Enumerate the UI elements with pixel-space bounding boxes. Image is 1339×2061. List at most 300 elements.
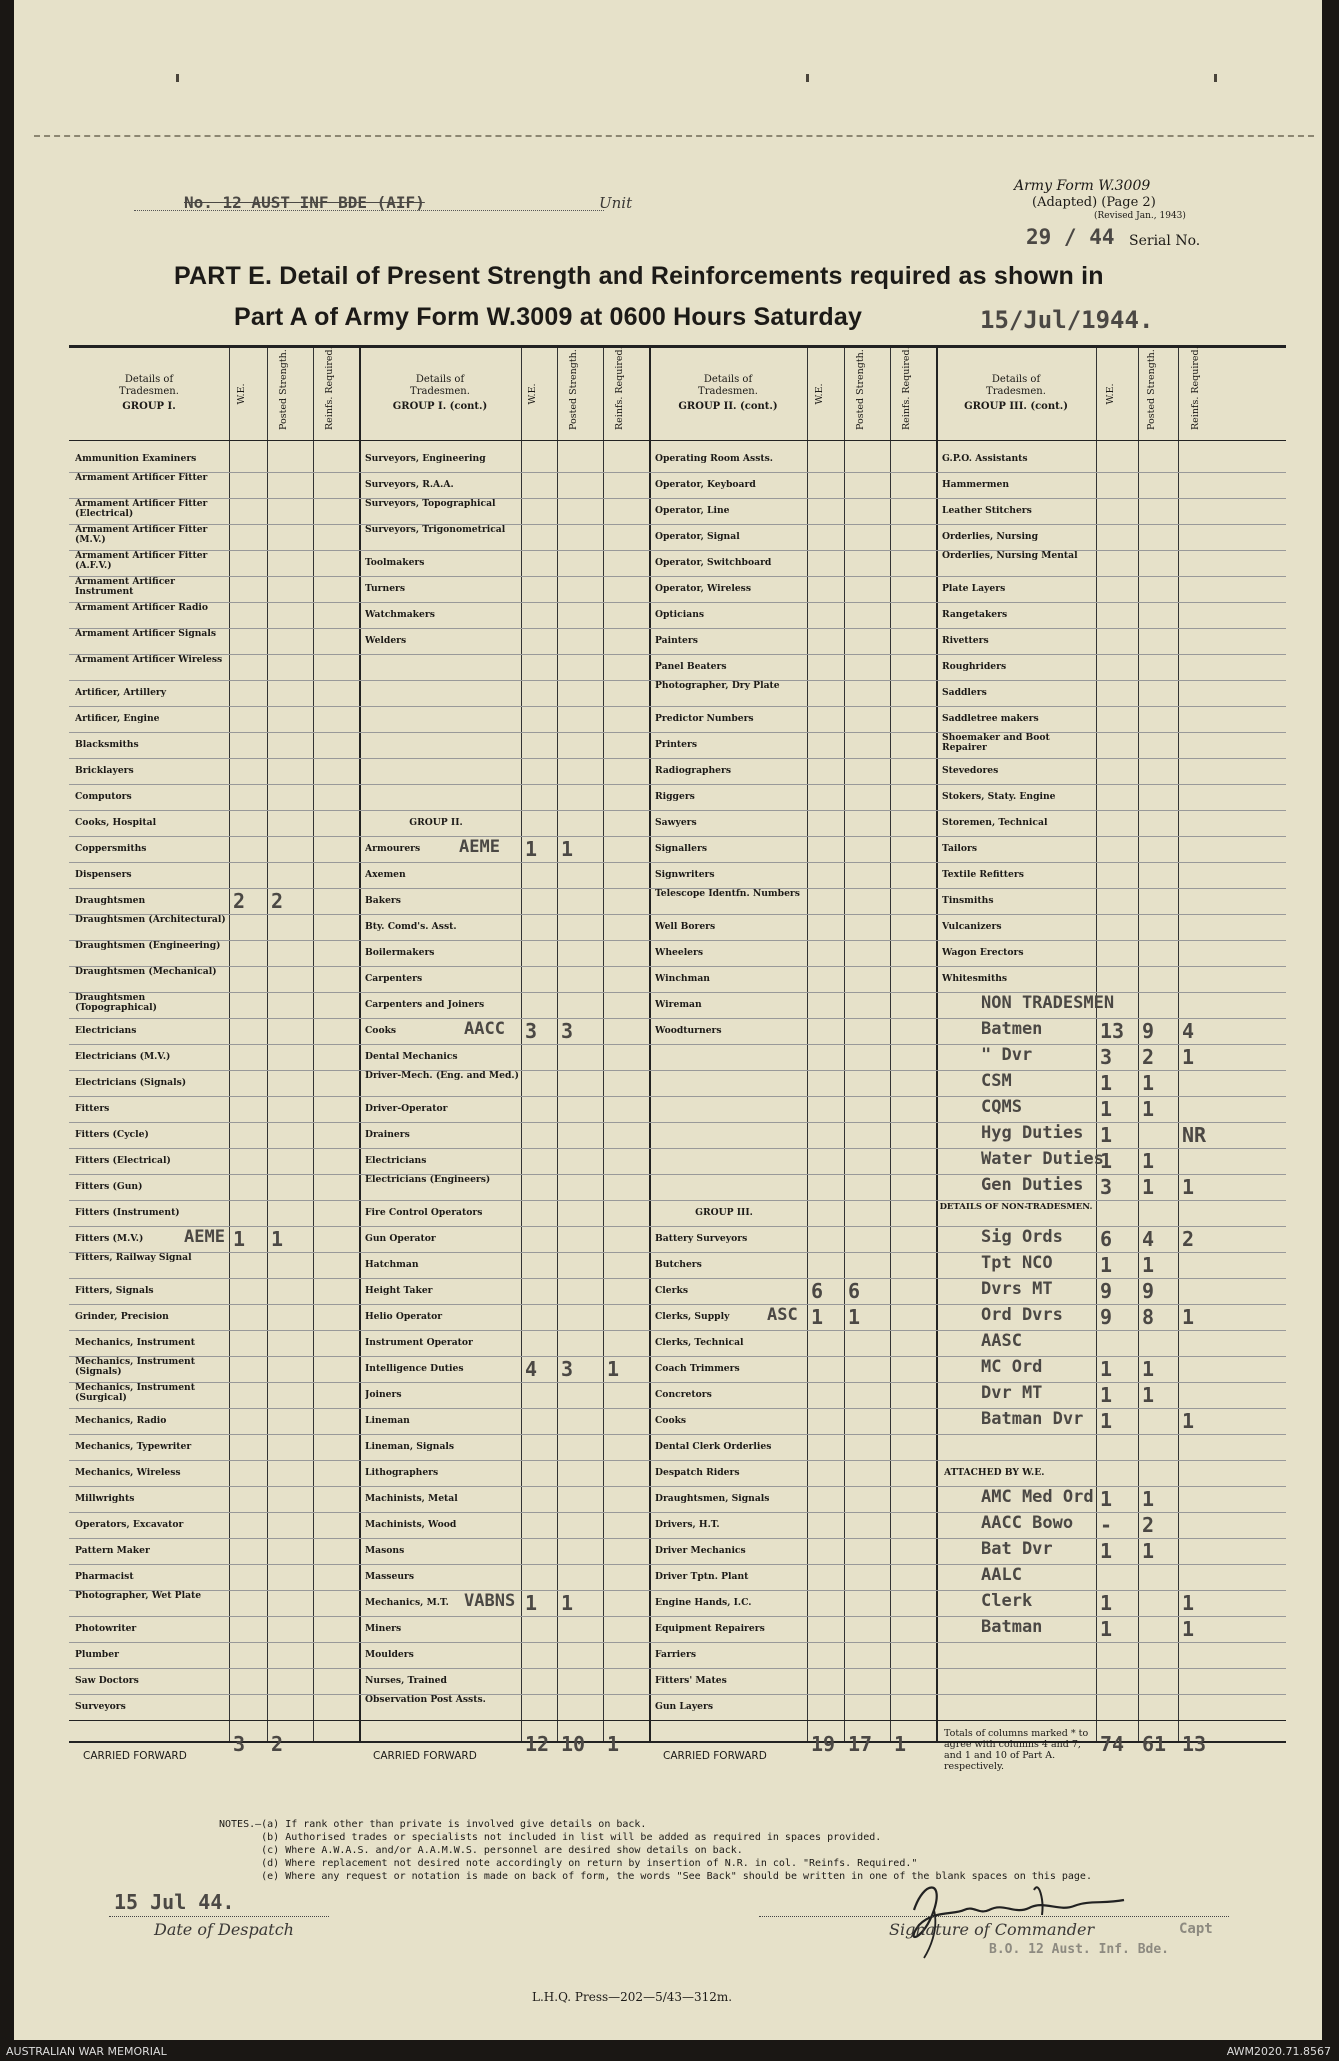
perforation-line	[34, 135, 1314, 137]
row-label: Fitters (Gun)	[75, 1182, 143, 1192]
non-trades-2-label: Dvrs MT	[981, 1279, 1053, 1299]
row-label: Stevedores	[942, 766, 999, 776]
row-label: Mechanics, Instrument	[75, 1338, 195, 1348]
row-rule	[69, 498, 1286, 499]
column-header-group-1	[69, 374, 229, 413]
row-label: GROUP II.	[409, 818, 463, 828]
row-label: Bakers	[365, 896, 401, 906]
row-label: Turners	[365, 584, 406, 594]
row-rule	[69, 940, 1286, 941]
row-label: Armourers	[365, 844, 421, 854]
row-label: Helio Operator	[365, 1312, 443, 1322]
row-label: Surveyors, R.A.A.	[365, 480, 454, 490]
column-header-vertical: Reinfs. Required.	[901, 346, 912, 430]
non-trades-reinfs: 1	[1182, 1175, 1195, 1199]
details-non-tradesmen: DETAILS OF NON-TRADESMEN.	[939, 1202, 1093, 1212]
non-trades-posted: 9	[1142, 1019, 1155, 1043]
row-label: Fitters	[75, 1104, 110, 1114]
row-label: Pharmacist	[75, 1572, 134, 1582]
row-label: Rangetakers	[942, 610, 1008, 620]
row-label: Mechanics, Typewriter	[75, 1442, 192, 1452]
row-label: Masons	[365, 1546, 405, 1556]
row-label: Draughtsmen (Architectural)	[75, 915, 226, 925]
non-trades-we: 1	[1100, 1149, 1113, 1173]
attached-posted: 1	[1142, 1539, 1155, 1563]
column-header-vertical: Posted Strength.	[278, 349, 289, 430]
carried-forward-value: 12	[525, 1732, 550, 1756]
row-label: Gun Operator	[365, 1234, 436, 1244]
carried-forward-rule	[69, 1720, 1286, 1721]
row-label: Hatchman	[365, 1260, 419, 1270]
row-label: Cooks	[365, 1026, 397, 1036]
header-line: Details of	[415, 374, 465, 385]
non-trades-2-we: 9	[1100, 1279, 1113, 1303]
non-trades-label: CQMS	[981, 1097, 1022, 1117]
header-line: GROUP I.	[122, 401, 176, 412]
form-revised: (Revised Jan., 1943)	[1094, 211, 1186, 221]
header-line: Tradesmen.	[986, 386, 1046, 397]
row-label: Electricians	[365, 1156, 427, 1166]
row-label: Wireman	[655, 1000, 702, 1010]
row-rule	[69, 1668, 1286, 1669]
non-trades-2-label: Batman Dvr	[981, 1409, 1084, 1429]
non-trades-2-we: 1	[1100, 1253, 1113, 1277]
column-header-vertical: W.E.	[236, 383, 247, 405]
carried-forward-value: 19	[811, 1732, 836, 1756]
non-trades-label: Water Duties	[981, 1149, 1104, 1169]
non-trades-2-posted: 1	[1142, 1383, 1155, 1407]
non-trades-2-reinfs: 1	[1182, 1305, 1195, 1329]
row-label: Textile Refitters	[942, 870, 1024, 880]
non-trades-2-posted: 1	[1142, 1357, 1155, 1381]
attached-we: 1	[1100, 1617, 1113, 1641]
row-label: Wheelers	[655, 948, 704, 958]
column-header-group-3	[649, 374, 807, 413]
attached-by-we: ATTACHED BY W.E.	[944, 1468, 1045, 1478]
row-label: Rivetters	[942, 636, 989, 646]
header-line: Tradesmen.	[119, 386, 179, 397]
header-rule	[69, 440, 1286, 441]
non-trades-posted: 1	[1142, 1071, 1155, 1095]
carried-forward-value: 2	[271, 1732, 284, 1756]
row-label: Armament Artificer Fitter (M.V.)	[75, 525, 208, 545]
row-label: Machinists, Metal	[365, 1494, 458, 1504]
watermark-bar	[0, 2042, 1339, 2061]
non-trades-2-posted: 1	[1142, 1253, 1155, 1277]
row-rule	[69, 914, 1286, 915]
column-header-vertical: Reinfs. Required.	[324, 346, 335, 430]
row-label: Predictor Numbers	[655, 714, 754, 724]
row-label: Fitters (Cycle)	[75, 1130, 149, 1140]
row-rule	[69, 1200, 1286, 1201]
row-label: Tailors	[942, 844, 978, 854]
non-trades-2-posted: 8	[1142, 1305, 1155, 1329]
row-label: Axemen	[365, 870, 406, 880]
row-label: Hammermen	[942, 480, 1010, 490]
non-trades-label: Hyg Duties	[981, 1123, 1084, 1143]
row-rule	[69, 732, 1286, 733]
row-label: Dispensers	[75, 870, 132, 880]
row-label: Clerks	[655, 1286, 689, 1296]
title-line2: Part A of Army Form W.3009 at 0600 Hours Saturday	[234, 303, 863, 331]
clerks-we: 6	[811, 1279, 824, 1303]
row-label: Driver-Mech. (Eng. and Med.)	[365, 1071, 519, 1081]
row-label: Photographer, Wet Plate	[75, 1591, 202, 1601]
draughtsmen-we: 2	[233, 889, 246, 913]
non-trades-2-posted: 4	[1142, 1227, 1155, 1251]
row-label: Draughtsmen (Topographical)	[75, 993, 158, 1013]
date-typed: 15/Jul/1944.	[980, 306, 1154, 334]
row-label: Surveyors	[75, 1702, 126, 1712]
row-rule	[69, 1434, 1286, 1435]
row-label: Fitters, Signals	[75, 1286, 154, 1296]
row-label: Leather Stitchers	[942, 506, 1032, 516]
column-header-vertical: W.E.	[527, 383, 538, 405]
clerks-supply-posted: 1	[848, 1305, 861, 1329]
armourers-unit: AEME	[459, 837, 500, 857]
despatch-date-typed: 15 Jul 44.	[114, 1890, 235, 1914]
row-label: Operator, Wireless	[655, 584, 752, 594]
non-trades-2-reinfs: 1	[1182, 1409, 1195, 1433]
watermark-right: AWM2020.71.8567	[1226, 2045, 1331, 2058]
mechanics-mt-posted: 1	[561, 1591, 574, 1615]
row-label: Opticians	[655, 610, 705, 620]
row-label: Armament Artificer Signals	[75, 629, 217, 639]
row-label: Lineman, Signals	[365, 1442, 455, 1452]
attached-reinfs: 1	[1182, 1617, 1195, 1641]
column-header-vertical: Posted Strength.	[855, 349, 866, 430]
column-header-vertical: Posted Strength.	[1146, 349, 1157, 430]
carried-forward-value: 17	[848, 1732, 873, 1756]
row-label: Armament Artificer Radio	[75, 603, 209, 613]
row-label: Tinsmiths	[942, 896, 994, 906]
row-label: Plate Layers	[942, 584, 1006, 594]
row-label: Sawyers	[655, 818, 697, 828]
row-label: Surveyors, Trigonometrical	[365, 525, 506, 535]
row-label: Operator, Line	[655, 506, 730, 516]
row-label: Artificer, Engine	[75, 714, 160, 724]
row-rule	[69, 602, 1286, 603]
row-label: Wagon Erectors	[942, 948, 1024, 958]
row-label: Ammunition Examiners	[75, 454, 197, 464]
non-trades-posted: 1	[1142, 1097, 1155, 1121]
row-label: G.P.O. Assistants	[942, 454, 1028, 464]
header-line: GROUP II. (cont.)	[678, 401, 778, 412]
row-label: Millwrights	[75, 1494, 135, 1504]
row-label: Fitters, Railway Signal	[75, 1253, 192, 1263]
row-label: Fitters (Instrument)	[75, 1208, 180, 1218]
punch-hole	[806, 74, 809, 82]
row-label: Driver Mechanics	[655, 1546, 746, 1556]
row-label: Miners	[365, 1624, 402, 1634]
intelligence-reinfs: 1	[607, 1357, 620, 1381]
strength-table	[69, 345, 1286, 1772]
row-label: Watchmakers	[365, 610, 435, 620]
carried-forward-value: 74	[1100, 1732, 1125, 1756]
row-label: Battery Surveyors	[655, 1234, 748, 1244]
non-trades-label: Batmen	[981, 1019, 1043, 1039]
attached-label: Batman	[981, 1617, 1043, 1637]
non-trades-2-we: 1	[1100, 1357, 1113, 1381]
punch-hole	[176, 74, 179, 82]
signature-rank: Capt	[1179, 1921, 1213, 1937]
row-label: Armament Artificer Wireless	[75, 655, 223, 665]
attached-posted: 1	[1142, 1487, 1155, 1511]
row-label: Engine Hands, I.C.	[655, 1598, 752, 1608]
form-adapted: (Adapted) (Page 2)	[1032, 195, 1156, 210]
unit-label: Unit	[599, 194, 633, 212]
non-trades-label: " Dvr	[981, 1045, 1033, 1065]
row-label: GROUP III.	[695, 1208, 753, 1218]
row-rule	[69, 524, 1286, 525]
carried-forward-value: 61	[1142, 1732, 1167, 1756]
cooks-we: 3	[525, 1019, 538, 1043]
signature-label: Signature of Commander	[889, 1920, 1095, 1939]
row-label: Bty. Comd's. Asst.	[365, 922, 457, 932]
non-trades-2-we: 1	[1100, 1409, 1113, 1433]
row-label: Photographer, Dry Plate	[655, 681, 780, 691]
attached-label: AALC	[981, 1565, 1022, 1585]
attached-we: 1	[1100, 1539, 1113, 1563]
row-label: Cooks, Hospital	[75, 818, 157, 828]
row-label: Pattern Maker	[75, 1546, 150, 1556]
row-label: Fire Control Operators	[365, 1208, 483, 1218]
mechanics-mt-we: 1	[525, 1591, 538, 1615]
form-sheet	[14, 0, 1322, 2040]
non-trades-we: 3	[1100, 1175, 1113, 1199]
attached-we: 1	[1100, 1591, 1113, 1615]
row-rule	[69, 706, 1286, 707]
attached-reinfs: 1	[1182, 1591, 1195, 1615]
non-trades-2-reinfs: 2	[1182, 1227, 1195, 1251]
row-rule	[69, 836, 1286, 837]
row-label: Carpenters and Joiners	[365, 1000, 485, 1010]
row-label: Intelligence Duties	[365, 1364, 464, 1374]
row-label: Plumber	[75, 1650, 119, 1660]
row-label: Surveyors, Topographical	[365, 499, 496, 509]
row-label: Draughtsmen, Signals	[655, 1494, 770, 1504]
row-label: Whitesmiths	[942, 974, 1008, 984]
carried-forward-value: 10	[561, 1732, 586, 1756]
row-label: Signwriters	[655, 870, 715, 880]
row-label: Equipment Repairers	[655, 1624, 765, 1634]
non-trades-2-label: Tpt NCO	[981, 1253, 1053, 1273]
row-label: Orderlies, Nursing	[942, 532, 1039, 542]
row-rule	[69, 628, 1286, 629]
attached-we: 1	[1100, 1487, 1113, 1511]
row-label: Lithographers	[365, 1468, 439, 1478]
row-label: Storemen, Technical	[942, 818, 1048, 828]
row-label: Draughtsmen	[75, 896, 146, 906]
row-label: Moulders	[365, 1650, 414, 1660]
clerks-supply-unit: ASC	[767, 1305, 798, 1325]
row-label: Radiographers	[655, 766, 732, 776]
row-label: Nurses, Trained	[365, 1676, 447, 1686]
row-label: Operator, Keyboard	[655, 480, 756, 490]
row-label: Fitters (Electrical)	[75, 1156, 171, 1166]
row-label: Mechanics, Instrument (Signals)	[75, 1357, 195, 1377]
non-trades-2-label: AASC	[981, 1331, 1022, 1351]
non-trades-reinfs: NR	[1182, 1123, 1207, 1147]
row-label: Roughriders	[942, 662, 1007, 672]
row-label: Grinder, Precision	[75, 1312, 169, 1322]
row-label: Fitters (M.V.)	[75, 1234, 144, 1244]
row-label: Armament Artificer Instrument	[75, 577, 175, 597]
row-label: Electricians (Engineers)	[365, 1175, 491, 1185]
column-header-vertical: W.E.	[813, 383, 825, 405]
column-header-vertical: W.E.	[1105, 383, 1116, 405]
row-label: Despatch Riders	[655, 1468, 740, 1478]
row-label: Electricians (M.V.)	[75, 1052, 171, 1062]
despatch-label: Date of Despatch	[154, 1920, 294, 1939]
non-trades-label: Gen Duties	[981, 1175, 1084, 1195]
header-line: Details of	[124, 374, 174, 385]
serial-typed: 29 / 44	[1026, 225, 1115, 249]
column-header-vertical: Reinfs. Required.	[1190, 346, 1201, 430]
watermark-left: AUSTRALIAN WAR MEMORIAL	[6, 2045, 167, 2058]
carried-forward-label: CARRIED FORWARD	[83, 1750, 187, 1762]
non-trades-we: 1	[1100, 1097, 1113, 1121]
row-rule	[69, 758, 1286, 759]
row-rule	[69, 966, 1286, 967]
column-header-group-4	[936, 374, 1096, 413]
clerks-supply-we: 1	[811, 1305, 824, 1329]
row-label: Printers	[655, 740, 698, 750]
row-label: Farriers	[655, 1650, 697, 1660]
row-label: Draughtsmen (Mechanical)	[75, 967, 217, 977]
row-label: Clerks, Technical	[655, 1338, 744, 1348]
row-label: Shoemaker and Boot Repairer	[942, 733, 1050, 753]
non-trades-we: 13	[1100, 1019, 1125, 1043]
row-label: Fitters' Mates	[655, 1676, 727, 1686]
row-rule	[69, 1642, 1286, 1643]
row-label: Armament Artificer Fitter (Electrical)	[75, 499, 208, 519]
row-label: Operators, Excavator	[75, 1520, 184, 1530]
non-trades-2-label: MC Ord	[981, 1357, 1043, 1377]
carried-forward-value: 3	[233, 1732, 246, 1756]
printer-note: L.H.Q. Press—202—5/43—312m.	[532, 1990, 733, 2004]
non-trades-we: 1	[1100, 1071, 1113, 1095]
non-trades-2-posted: 9	[1142, 1279, 1155, 1303]
non-trades-2-we: 1	[1100, 1383, 1113, 1407]
non-trades-posted: 2	[1142, 1045, 1155, 1069]
attached-posted: 2	[1142, 1513, 1155, 1537]
intelligence-posted: 3	[561, 1357, 574, 1381]
row-label: Operator, Signal	[655, 532, 740, 542]
clerks-posted: 6	[848, 1279, 861, 1303]
attached-label: AACC Bowo	[981, 1513, 1074, 1533]
attached-label: Bat Dvr	[981, 1539, 1053, 1559]
row-rule	[69, 1564, 1286, 1565]
row-label: Surveyors, Engineering	[365, 454, 486, 464]
row-rule	[69, 654, 1286, 655]
row-label: Panel Beaters	[655, 662, 727, 672]
row-label: Woodturners	[655, 1026, 722, 1036]
row-label: Machinists, Wood	[365, 1520, 457, 1530]
row-label: Painters	[655, 636, 698, 646]
row-label: Blacksmiths	[75, 740, 139, 750]
row-label: Welders	[365, 636, 407, 646]
header-line: Details of	[991, 374, 1041, 385]
row-label: Driver Tptn. Plant	[655, 1572, 749, 1582]
header-line: GROUP I. (cont.)	[392, 401, 488, 412]
attached-label: Clerk	[981, 1591, 1033, 1611]
non-trades-reinfs: 4	[1182, 1019, 1195, 1043]
punch-hole	[1214, 74, 1217, 82]
armourers-we: 1	[525, 837, 538, 861]
cooks-posted: 3	[561, 1019, 574, 1043]
cooks-unit: AACC	[464, 1019, 505, 1039]
header-line: Tradesmen.	[698, 386, 758, 397]
signature-sub: B.O. 12 Aust. Inf. Bde.	[989, 1942, 1170, 1957]
row-rule	[69, 472, 1286, 473]
row-label: Dental Mechanics	[365, 1052, 458, 1062]
row-label: Riggers	[655, 792, 695, 802]
non-trades-reinfs: 1	[1182, 1045, 1195, 1069]
row-label: Masseurs	[365, 1572, 415, 1582]
row-label: Saddletree makers	[942, 714, 1039, 724]
row-label: Orderlies, Nursing Mental	[942, 551, 1078, 561]
row-label: Winchman	[655, 974, 710, 984]
row-label: Boilermakers	[365, 948, 435, 958]
row-label: Coppersmiths	[75, 844, 147, 854]
row-rule	[69, 1460, 1286, 1461]
header-line: Tradesmen.	[410, 386, 470, 397]
draughtsmen-posted: 2	[271, 889, 284, 913]
row-label: Driver-Operator	[365, 1104, 448, 1114]
row-label: Cooks	[655, 1416, 687, 1426]
row-label: Electricians (Signals)	[75, 1078, 187, 1088]
unit-typed: No. 12 AUST INF BDE (AIF)	[184, 193, 425, 212]
row-label: Vulcanizers	[942, 922, 1002, 932]
title-line1: PART E. Detail of Present Strength and Reinforcements required as shown in	[174, 262, 1104, 290]
row-label: Telescope Identfn. Numbers	[655, 889, 800, 899]
row-label: Dental Clerk Orderlies	[655, 1442, 772, 1452]
column-header-vertical: Posted Strength.	[568, 349, 579, 430]
despatch-line	[109, 1916, 329, 1917]
carried-forward-label: CARRIED FORWARD	[373, 1750, 477, 1762]
row-label: Carpenters	[365, 974, 423, 984]
row-label: Stokers, Staty. Engine	[942, 792, 1056, 802]
row-rule	[69, 784, 1286, 785]
row-rule	[69, 1694, 1286, 1695]
header-line: GROUP III. (cont.)	[964, 401, 1068, 412]
row-label: Joiners	[365, 1390, 402, 1400]
carried-forward-note: Totals of columns marked * to agree with columns 4 and 7, and 1 and 10 of Part A. respectively.	[944, 1728, 1089, 1772]
carried-forward-value: 13	[1182, 1732, 1207, 1756]
non-trades-label: CSM	[981, 1071, 1012, 1091]
fitters-mv-unit: AEME	[184, 1227, 225, 1247]
column-header-vertical: Reinfs. Required.	[614, 346, 625, 430]
row-label: Photowriter	[75, 1624, 137, 1634]
row-label: Operator, Switchboard	[655, 558, 772, 568]
intelligence-we: 4	[525, 1357, 538, 1381]
row-label: Toolmakers	[365, 558, 425, 568]
row-label: Well Borers	[655, 922, 716, 932]
mechanics-mt-unit: VABNS	[464, 1591, 516, 1611]
row-label: Bricklayers	[75, 766, 134, 776]
non-trades-posted: 1	[1142, 1149, 1155, 1173]
row-label: Concretors	[655, 1390, 712, 1400]
row-label: Signallers	[655, 844, 708, 854]
non-trades-we: 1	[1100, 1123, 1113, 1147]
row-label: Clerks, Supply	[655, 1312, 730, 1322]
row-label: Lineman	[365, 1416, 410, 1426]
row-label: Drivers, H.T.	[655, 1520, 720, 1530]
row-label: Drainers	[365, 1130, 410, 1140]
non-trades-2-label: Dvr MT	[981, 1383, 1043, 1403]
row-label: Electricians	[75, 1026, 137, 1036]
